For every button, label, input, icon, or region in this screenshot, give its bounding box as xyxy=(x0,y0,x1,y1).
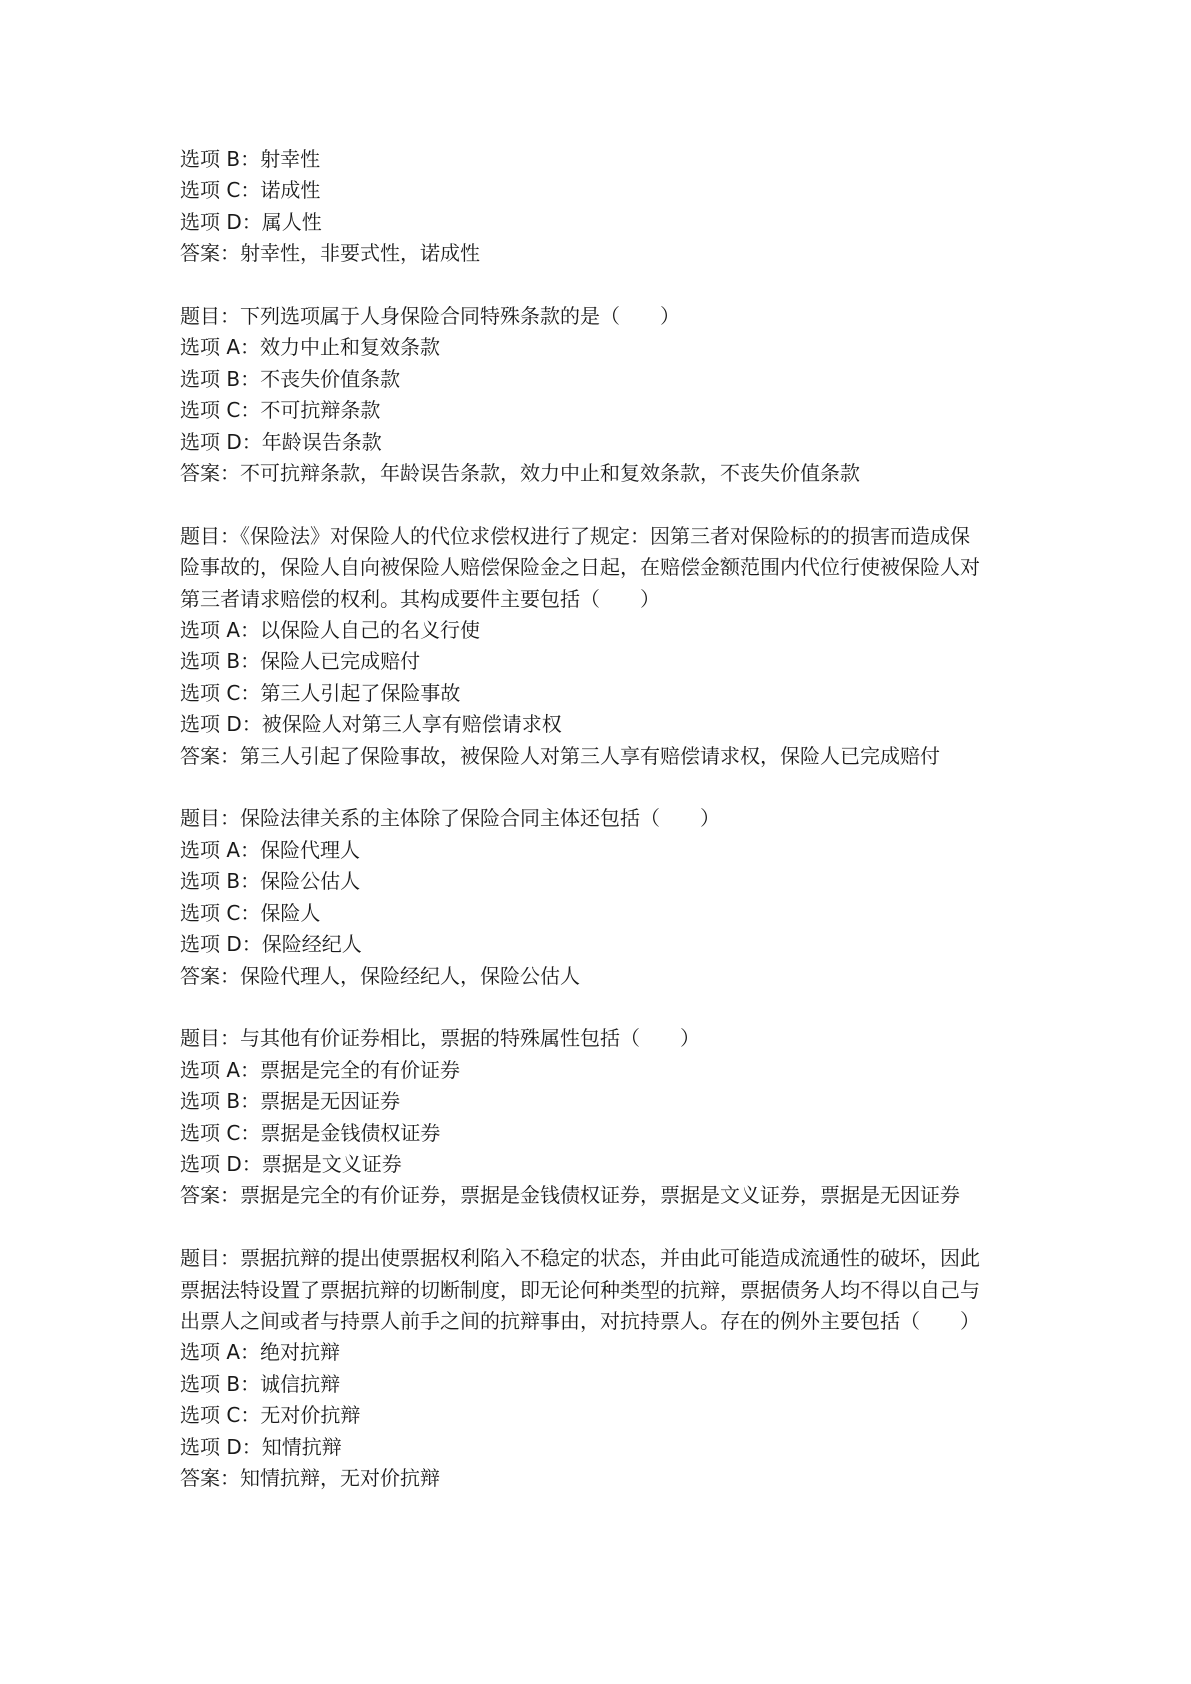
question-line: 第三者请求赔偿的权利。其构成要件主要包括（ ） xyxy=(180,586,660,611)
question-line: 险事故的，保险人自向被保险人赔偿保险金之日起，在赔偿金额范围内代位行使被保险人对 xyxy=(180,555,980,580)
option-line: 选项 C：第三人引起了保险事故 xyxy=(180,680,461,705)
answer-line: 答案：知情抗辩，无对价抗辩 xyxy=(180,1465,440,1490)
block-spacer xyxy=(180,772,1020,803)
block-spacer xyxy=(180,489,1020,520)
option-line: 选项 A：票据是完全的有价证券 xyxy=(180,1057,461,1082)
option-line: 选项 C：诺成性 xyxy=(180,178,321,203)
option-line: 选项 A：保险代理人 xyxy=(180,837,361,862)
question-line: 题目：票据抗辩的提出使票据权利陷入不稳定的状态，并由此可能造成流通性的破坏，因此 xyxy=(180,1246,980,1271)
answer-line: 答案：保险代理人，保险经纪人，保险公估人 xyxy=(180,963,580,988)
option-line: 选项 B：保险人已完成赔付 xyxy=(180,649,421,674)
answer-line: 答案：票据是完全的有价证券，票据是金钱债权证券，票据是文义证券，票据是无因证券 xyxy=(180,1183,960,1208)
option-line: 选项 C：保险人 xyxy=(180,900,321,925)
option-line: 选项 A：绝对抗辩 xyxy=(180,1340,341,1365)
document-page xyxy=(180,144,1020,1494)
answer-line: 答案：射幸性，非要式性，诺成性 xyxy=(180,241,480,266)
option-line: 选项 B：射幸性 xyxy=(180,147,321,171)
option-line: 选项 D：年龄误告条款 xyxy=(180,429,382,454)
question-line: 出票人之间或者与持票人前手之间的抗辩事由，对抗持票人。存在的例外主要包括（ ） xyxy=(180,1308,980,1333)
option-line: 选项 D：票据是文义证券 xyxy=(180,1151,402,1176)
block-spacer xyxy=(180,270,1020,301)
option-line: 选项 B：保险公估人 xyxy=(180,869,361,894)
answer-line: 答案：不可抗辩条款，年龄误告条款，效力中止和复效条款，不丧失价值条款 xyxy=(180,461,860,486)
block-spacer xyxy=(180,1212,1020,1243)
option-line: 选项 C：票据是金钱债权证券 xyxy=(180,1120,441,1145)
question-line: 题目：下列选项属于人身保险合同特殊条款的是（ ） xyxy=(180,304,680,329)
option-line: 选项 C：不可抗辩条款 xyxy=(180,398,381,423)
option-line: 选项 C：无对价抗辩 xyxy=(180,1403,361,1428)
option-line: 选项 A：以保险人自己的名义行使 xyxy=(180,618,481,643)
option-line: 选项 D：被保险人对第三人享有赔偿请求权 xyxy=(180,712,562,737)
block-spacer xyxy=(180,992,1020,1023)
question-line: 题目：《保险法》对保险人的代位求偿权进行了规定：因第三者对保险标的的损害而造成保 xyxy=(180,523,970,548)
option-line: 选项 D：属人性 xyxy=(180,209,322,234)
option-line: 选项 A：效力中止和复效条款 xyxy=(180,335,441,360)
question-line: 题目：与其他有价证券相比，票据的特殊属性包括（ ） xyxy=(180,1026,700,1051)
question-line: 题目：保险法律关系的主体除了保险合同主体还包括（ ） xyxy=(180,806,720,831)
option-line: 选项 B：诚信抗辩 xyxy=(180,1371,341,1396)
option-line: 选项 B：票据是无因证券 xyxy=(180,1089,401,1114)
option-line: 选项 D：保险经纪人 xyxy=(180,932,362,957)
option-line: 选项 D：知情抗辩 xyxy=(180,1434,342,1459)
answer-line: 答案：第三人引起了保险事故，被保险人对第三人享有赔偿请求权，保险人已完成赔付 xyxy=(180,743,940,768)
question-line: 票据法特设置了票据抗辩的切断制度，即无论何种类型的抗辩，票据债务人均不得以自己与 xyxy=(180,1277,980,1302)
option-line: 选项 B：不丧失价值条款 xyxy=(180,366,401,391)
